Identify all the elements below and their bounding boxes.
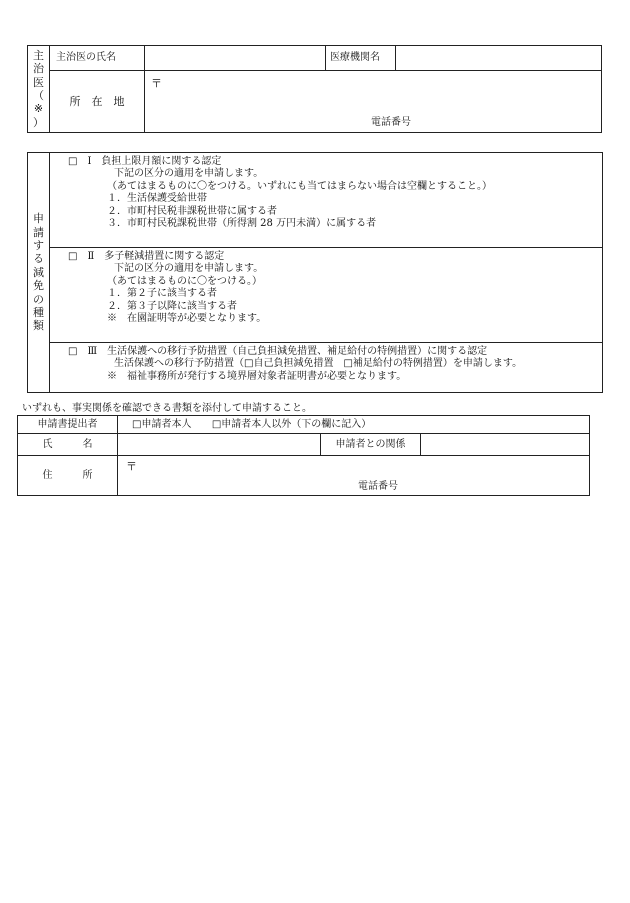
section-line: 下記の区分の適用を申請します。 xyxy=(114,168,264,180)
option-item: ２．第３子以降に該当する者 xyxy=(107,300,237,312)
side-char: 減 xyxy=(33,265,44,279)
doctor-name-field[interactable] xyxy=(145,46,326,71)
section-1[interactable] xyxy=(50,153,603,248)
note-line: ※ 在園証明等が必要となります。 xyxy=(107,312,267,324)
name-field[interactable] xyxy=(118,434,321,456)
self-checkbox[interactable]: □申請者本人 xyxy=(132,418,192,430)
postal-mark: 〒 xyxy=(151,77,162,90)
submitter-table xyxy=(17,415,590,496)
doctor-side-label xyxy=(28,46,50,133)
side-char: の xyxy=(33,292,44,306)
option-item: ２．市町村民税非課税世帯に属する者 xyxy=(107,205,277,217)
reduction-side-label xyxy=(28,153,50,393)
relation-label: 申請者との関係 xyxy=(321,434,421,456)
section-heading[interactable]: □ Ⅱ 多子軽減措置に関する認定 xyxy=(68,251,225,262)
side-char: 主 xyxy=(33,48,44,62)
side-char: す xyxy=(33,238,44,252)
phone-label: 電話番号 xyxy=(371,117,411,128)
section-line: 下記の区分の適用を申請します。 xyxy=(114,263,264,275)
side-char: 申 xyxy=(33,212,44,226)
doctor-name-label: 主治医の氏名 xyxy=(50,46,145,71)
doctor-address-field[interactable] xyxy=(145,71,602,133)
other-checkbox[interactable]: □申請者本人以外（下の欄に記入） xyxy=(211,418,372,430)
side-char: 医 xyxy=(33,75,44,89)
side-char: る xyxy=(33,252,44,266)
section-heading[interactable]: □ Ⅲ 生活保護への移行予防措置（自己負担減免措置、補足給付の特例措置）に関する認定 xyxy=(68,346,488,357)
note-line: ※ 福祉事務所が発行する境界層対象者証明書が必要となります。 xyxy=(107,370,407,382)
submitter-label: 申請書提出者 xyxy=(18,416,118,434)
relation-field[interactable] xyxy=(421,434,590,456)
attachment-note: いずれも、事実関係を確認できる書類を添付して申請すること。 xyxy=(22,403,312,414)
side-char: 治 xyxy=(33,62,44,76)
address-label: 所 在 地 xyxy=(50,71,145,133)
address-label: 住 所 xyxy=(18,456,118,496)
postal-mark: 〒 xyxy=(126,460,137,473)
phone-label: 電話番号 xyxy=(358,481,398,492)
section-line: 生活保護への移行予防措置（□自己負担減免措置 □補足給付の特例措置）を申請します。 xyxy=(114,358,523,370)
section-2[interactable] xyxy=(50,248,603,343)
section-line: （あてはまるものに〇をつける。いずれにも当てはまらない場合は空欄とすること。） xyxy=(107,180,492,192)
submitter-options xyxy=(118,416,590,434)
name-label: 氏 名 xyxy=(18,434,118,456)
submitter-address-field[interactable] xyxy=(118,456,590,496)
side-char: 種 xyxy=(33,306,44,320)
reduction-table xyxy=(27,152,603,393)
side-char: ） xyxy=(33,115,44,129)
section-3[interactable] xyxy=(50,343,603,393)
option-item: １．第２子に該当する者 xyxy=(107,288,217,300)
side-char: 免 xyxy=(33,279,44,293)
side-char: ※ xyxy=(33,102,44,116)
institution-label: 医療機関名 xyxy=(326,46,396,71)
option-item: １．生活保護受給世帯 xyxy=(107,193,207,205)
side-char: 請 xyxy=(33,225,44,239)
side-char: （ xyxy=(33,89,44,102)
section-line: （あてはまるものに〇をつける。） xyxy=(107,275,262,287)
section-heading[interactable]: □ Ⅰ 負担上限月額に関する認定 xyxy=(68,156,222,167)
doctor-table xyxy=(27,45,602,133)
side-char: 類 xyxy=(33,319,44,333)
institution-field[interactable] xyxy=(396,46,602,71)
option-item: ３．市町村民税課税世帯（所得割 28 万円未満）に属する者 xyxy=(107,217,377,229)
